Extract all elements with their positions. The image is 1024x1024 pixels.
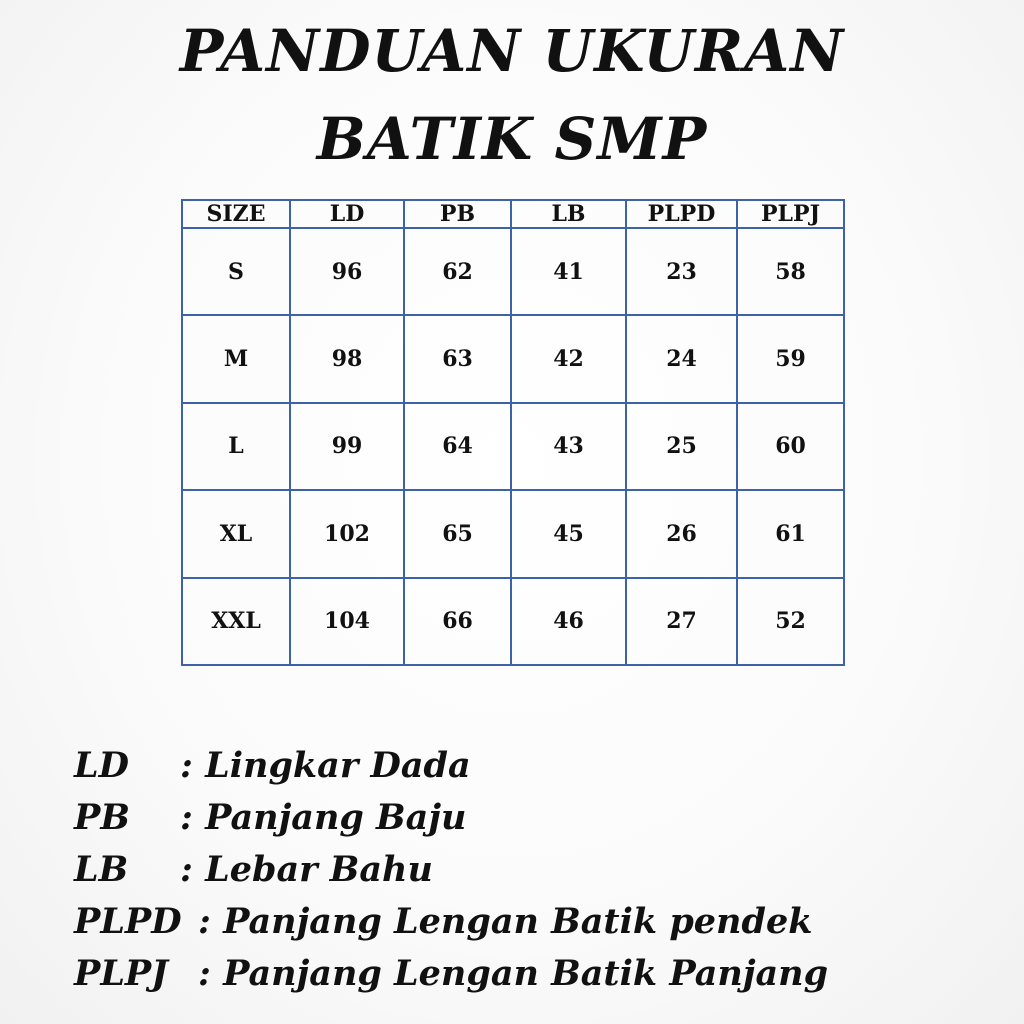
table-cell: 63: [404, 315, 511, 402]
table-cell: L: [182, 403, 290, 490]
table-cell: 102: [290, 490, 404, 577]
header-cell-ld: LD: [290, 200, 404, 228]
table-cell: 46: [511, 578, 626, 665]
table-row: [182, 490, 844, 577]
table-row: [182, 228, 844, 315]
table-row: [182, 315, 844, 402]
table-cell: 27: [626, 578, 737, 665]
table-cell: XXL: [182, 578, 290, 665]
table-row: [182, 578, 844, 665]
legend-code: PLPJ: [74, 953, 168, 994]
table-header-row: [182, 200, 844, 228]
legend-code: LB: [74, 849, 129, 890]
table-cell: 42: [511, 315, 626, 402]
table-cell: 58: [737, 228, 844, 315]
table-cell: 62: [404, 228, 511, 315]
table-cell: 65: [404, 490, 511, 577]
legend-code: PB: [74, 797, 130, 838]
legend-item: [74, 844, 974, 896]
size-chart-table: [181, 199, 845, 666]
legend-code: LD: [74, 745, 129, 786]
table-row: [182, 403, 844, 490]
abbreviation-legend: [74, 740, 974, 1000]
table-cell: 98: [290, 315, 404, 402]
table-cell: 41: [511, 228, 626, 315]
table-cell: 26: [626, 490, 737, 577]
page-title-line-2: BATIK SMP: [316, 105, 708, 173]
table-cell: 96: [290, 228, 404, 315]
table-cell: 23: [626, 228, 737, 315]
table-cell: 52: [737, 578, 844, 665]
table-cell: 24: [626, 315, 737, 402]
header-cell-plpj: PLPJ: [737, 200, 844, 228]
legend-description: : Panjang Lengan Batik Panjang: [198, 953, 829, 994]
table-cell: M: [182, 315, 290, 402]
header-cell-pb: PB: [404, 200, 511, 228]
header-cell-size: SIZE: [182, 200, 290, 228]
table-cell: 59: [737, 315, 844, 402]
table-cell: 25: [626, 403, 737, 490]
table-cell: XL: [182, 490, 290, 577]
table-cell: 43: [511, 403, 626, 490]
header-cell-lb: LB: [511, 200, 626, 228]
legend-description: : Lebar Bahu: [180, 849, 433, 890]
table-cell: 45: [511, 490, 626, 577]
legend-code: PLPD: [74, 901, 182, 942]
table-cell: 64: [404, 403, 511, 490]
table-cell: S: [182, 228, 290, 315]
legend-item: [74, 792, 974, 844]
table-cell: 66: [404, 578, 511, 665]
legend-item: [74, 896, 974, 948]
legend-item: [74, 740, 974, 792]
legend-item: [74, 948, 974, 1000]
table-cell: 61: [737, 490, 844, 577]
legend-description: : Panjang Baju: [180, 797, 467, 838]
table-cell: 104: [290, 578, 404, 665]
legend-description: : Panjang Lengan Batik pendek: [198, 901, 813, 942]
table-cell: 60: [737, 403, 844, 490]
table-cell: 99: [290, 403, 404, 490]
header-cell-plpd: PLPD: [626, 200, 737, 228]
legend-description: : Lingkar Dada: [180, 745, 471, 786]
page-title-line-1: PANDUAN UKURAN: [179, 17, 845, 85]
